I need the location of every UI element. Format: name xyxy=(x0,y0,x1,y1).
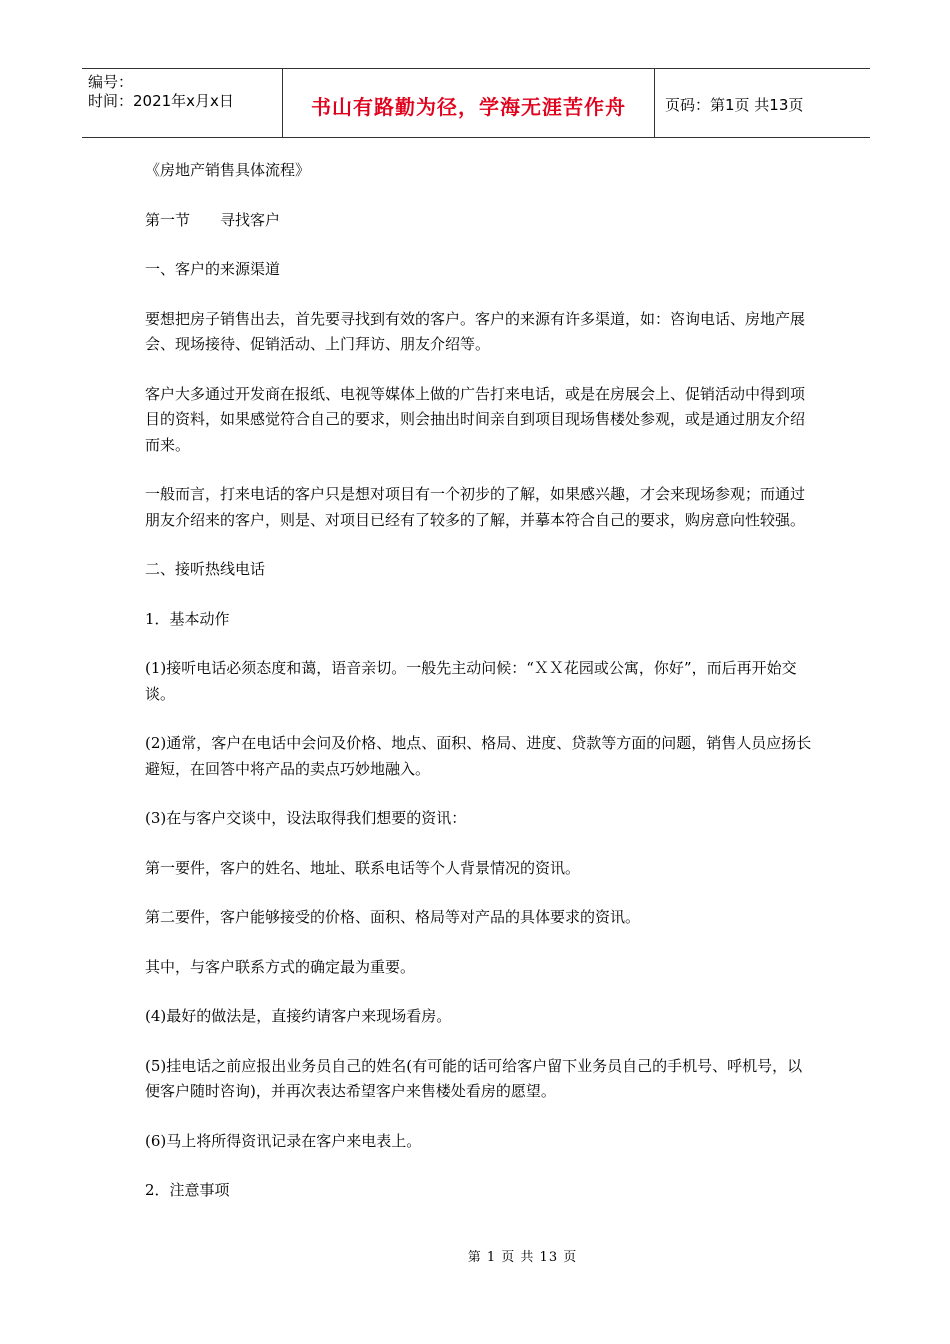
paragraph: 要想把房子销售出去，首先要寻找到有效的客户。客户的来源有许多渠道，如：咨询电话、房地产展会、现场接待、促销活动、上门拜访、朋友介绍等。 xyxy=(145,309,806,353)
number-label: 编号： xyxy=(88,73,134,91)
subsection-heading: 一、客户的来源渠道 xyxy=(145,260,281,278)
header-page-info: 页码：第1页 共13页 xyxy=(665,95,804,114)
paragraph: 一般而言，打来电话的客户只是想对项目有一个初步的了解，如果感兴趣，才会来现场参观；而通过朋友介绍来的客户，则是、对项目已经有了较多的了解，并摹本符合自己的要求，购房意向性较强。 xyxy=(145,485,806,529)
subsection-heading: 二、接听热线电话 xyxy=(145,560,266,578)
footer-page-number: 第 1 页 共 13 页 xyxy=(467,1250,578,1265)
header-meta xyxy=(82,69,282,137)
list-item: (1)接听电话必须态度和蔼，语音亲切。一般先主动问候：“ＸＸ花园或公寓，你好”，而后再开始交谈。 xyxy=(145,659,797,703)
list-item: (5)挂电话之前应报出业务员自己的姓名(有可能的话可给客户留下业务员自己的手机号、呼机号，以便客户随时咨询)，并再次表达希望客户来售楼处看房的愿望。 xyxy=(145,1056,803,1100)
paragraph: 客户大多通过开发商在报纸、电视等媒体上做的广告打来电话，或是在房展会上、促销活动中得到项目的资料，如果感觉符合自己的要求，则会抽出时间亲自到项目现场售楼处参观，或是通过朋友介绍而来。 xyxy=(145,384,806,454)
document-body xyxy=(145,158,815,1228)
document-title: 《房地产销售具体流程》 xyxy=(145,161,311,179)
list-item: (4)最好的做法是，直接约请客户来现场看房。 xyxy=(145,1007,452,1025)
header-motto: 书山有路勤为径，学海无涯苦作舟 xyxy=(282,69,655,137)
list-item: (3)在与客户交谈中，设法取得我们想要的资讯： xyxy=(145,809,467,827)
list-heading: 1．基本动作 xyxy=(145,609,230,628)
document-header xyxy=(82,68,870,138)
list-item: (2)通常，客户在电话中会问及价格、地点、面积、格局、进度、贷款等方面的问题，销售人员应扬长避短，在回答中将产品的卖点巧妙地融入。 xyxy=(145,734,812,778)
date-label: 时间：2021年x月x日 xyxy=(88,92,234,110)
paragraph: 第二要件，客户能够接受的价格、面积、格局等对产品的具体要求的资讯。 xyxy=(145,908,641,926)
paragraph: 其中，与客户联系方式的确定最为重要。 xyxy=(145,957,416,976)
list-item: (6)马上将所得资讯记录在客户来电表上。 xyxy=(145,1131,422,1150)
section-heading: 第一节 寻找客户 xyxy=(145,210,281,229)
paragraph: 第一要件，客户的姓名、地址、联系电话等个人背景情况的资讯。 xyxy=(145,858,581,877)
page-footer xyxy=(0,1246,950,1265)
list-heading: 2．注意事项 xyxy=(145,1181,230,1199)
